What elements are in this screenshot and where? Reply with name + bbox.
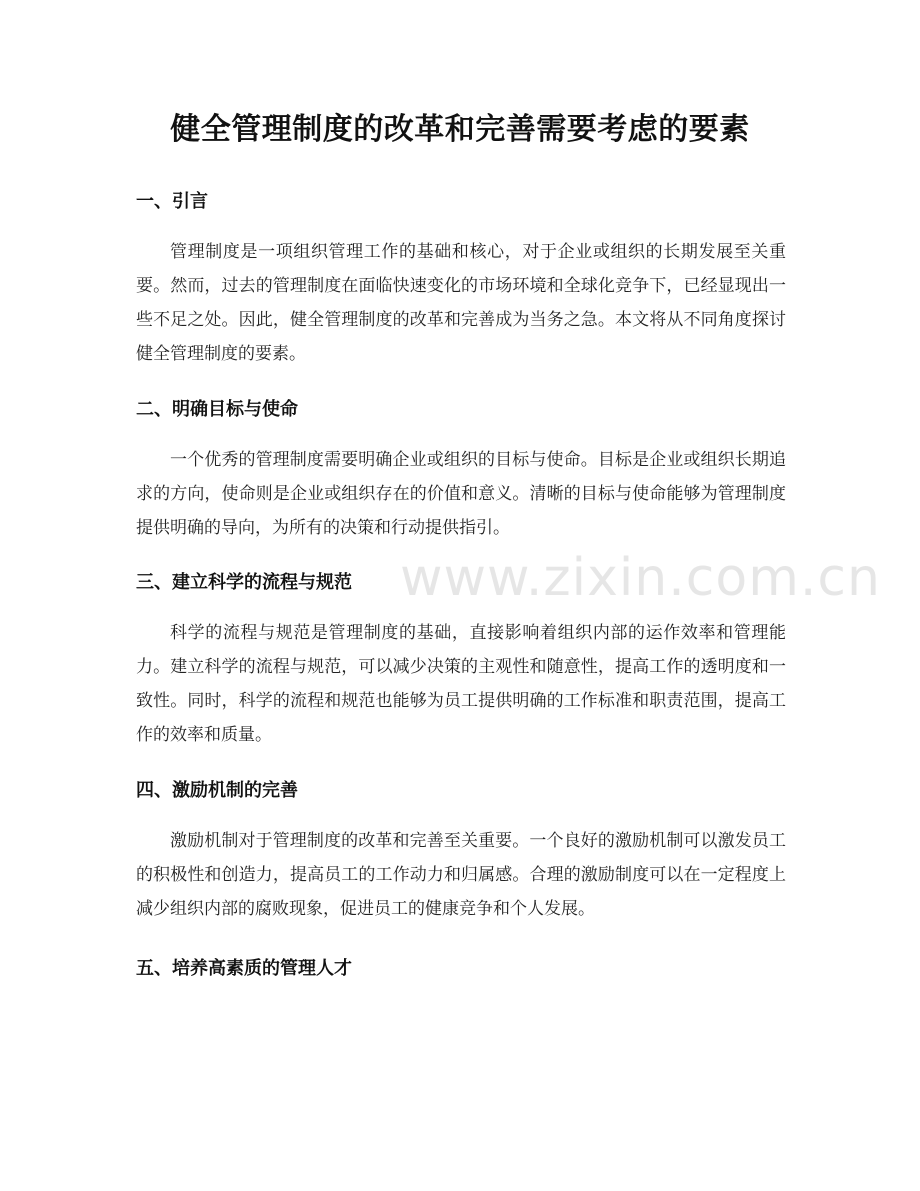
section-process-standards (136, 569, 786, 752)
section-management-talent (136, 955, 786, 983)
section-paragraph: 激励机制对于管理制度的改革和完善至关重要。一个良好的激励机制可以激发员工的积极性和创造力，提高员工的工作动力和归属感。合理的激励制度可以在一定程度上减少组织内部的腐败现象，促进员工的健康竞争和个人发展。 (136, 831, 786, 919)
section-heading: 二、明确目标与使命 (136, 399, 298, 420)
section-paragraph: 管理制度是一项组织管理工作的基础和核心，对于企业或组织的长期发展至关重要。然而，过去的管理制度在面临快速变化的市场环境和全球化竞争下，已经显现出一些不足之处。因此，健全管理制度的改革和完善成为当务之急。本文将从不同角度探讨健全管理制度的要素。 (136, 242, 786, 364)
document-title: 健全管理制度的改革和完善需要考虑的要素 (170, 112, 750, 147)
section-heading: 三、建立科学的流程与规范 (136, 572, 352, 593)
section-introduction (136, 188, 786, 371)
section-goals-mission (136, 396, 786, 545)
section-paragraph: 科学的流程与规范是管理制度的基础，直接影响着组织内部的运作效率和管理能力。建立科学的流程与规范，可以减少决策的主观性和随意性，提高工作的透明度和一致性。同时，科学的流程和规范也能够为员工提供明确的工作标准和职责范围，提高工作的效率和质量。 (136, 623, 786, 745)
section-heading: 一、引言 (136, 191, 208, 212)
watermark: www.zixin.com.cn (400, 548, 881, 608)
section-heading: 五、培养高素质的管理人才 (136, 958, 352, 979)
section-paragraph: 一个优秀的管理制度需要明确企业或组织的目标与使命。目标是企业或组织长期追求的方向，使命则是企业或组织存在的价值和意义。清晰的目标与使命能够为管理制度提供明确的导向，为所有的决策和行动提供指引。 (136, 450, 786, 538)
section-heading: 四、激励机制的完善 (136, 780, 298, 801)
section-incentive-mechanism (136, 777, 786, 926)
